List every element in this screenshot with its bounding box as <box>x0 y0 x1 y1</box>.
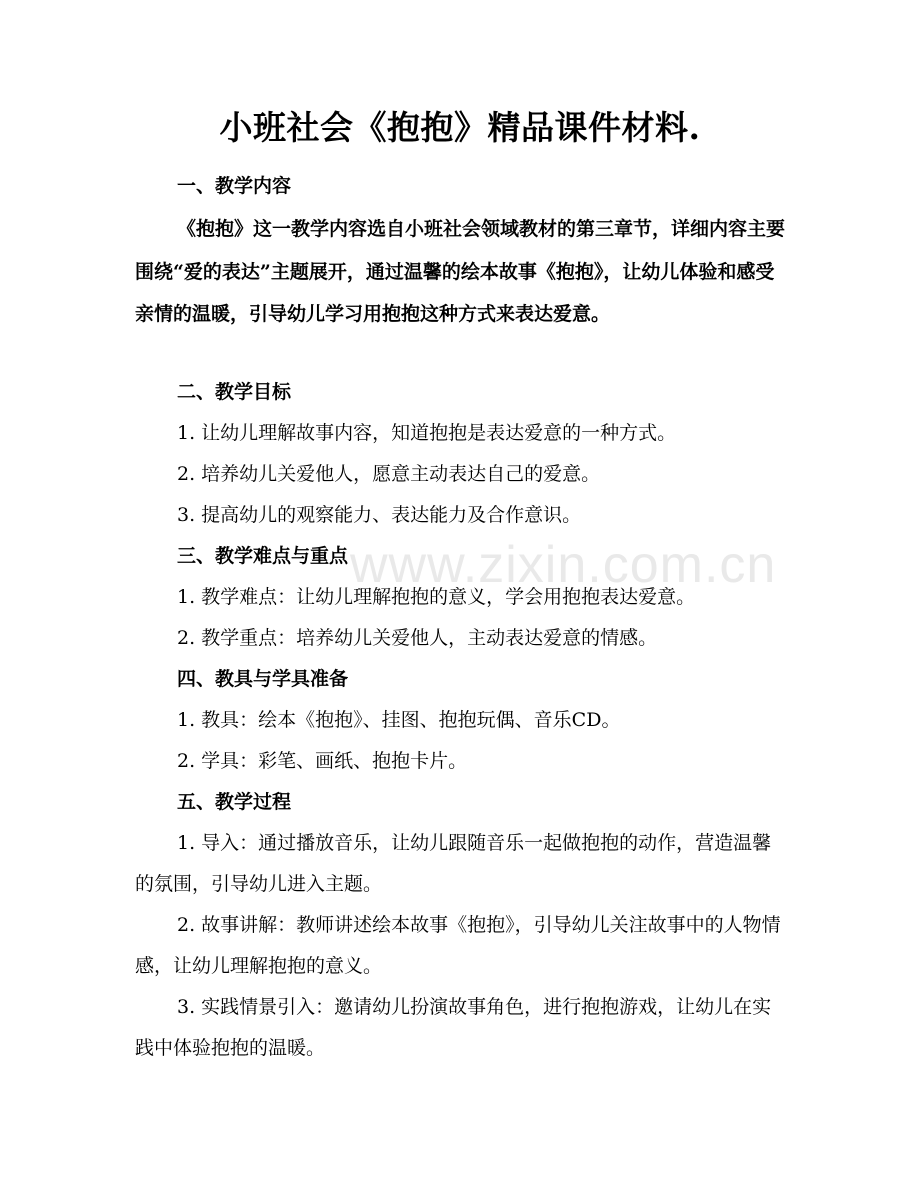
key-point-item: 2. 教学重点：培养幼儿关爱他人，主动表达爱意的情感。 <box>177 627 658 649</box>
material-item: 2. 学具：彩笔、画纸、抱抱卡片。 <box>177 750 468 772</box>
material-item: 1. 教具：绘本《抱抱》、挂图、抱抱玩偶、音乐CD。 <box>177 709 621 731</box>
key-point-item: 1. 教学难点：让幼儿理解抱抱的意义，学会用抱抱表达爱意。 <box>177 586 696 608</box>
objective-item: 1. 让幼儿理解故事内容，知道抱抱是表达爱意的一种方式。 <box>177 422 677 444</box>
process-step: 1. 导入：通过播放音乐，让幼儿跟随音乐一起做抱抱的动作，营造温馨的氛围，引导幼儿进入主题。 <box>135 832 772 895</box>
process-step: 3. 实践情景引入：邀请幼儿扮演故事角色，进行抱抱游戏，让幼儿在实践中体验抱抱的温暖。 <box>135 996 772 1059</box>
content-paragraph: 《抱抱》这一教学内容选自小班社会领域教材的第三章节，详细内容主要围绕“爱的表达”主题展开，通过温馨的绘本故事《抱抱》，让幼儿体验和感受亲情的温暖，引导幼儿学习用抱抱这种方式来表达爱意。 <box>135 218 786 325</box>
section-heading-materials: 四、教具与学具准备 <box>177 668 349 690</box>
process-step: 2. 故事讲解：教师讲述绘本故事《抱抱》，引导幼儿关注故事中的人物情感，让幼儿理解抱抱的意义。 <box>135 914 781 977</box>
objective-item: 3. 提高幼儿的观察能力、表达能力及合作意识。 <box>177 504 582 526</box>
objective-item: 2. 培养幼儿关爱他人，愿意主动表达自己的爱意。 <box>177 463 601 485</box>
watermark: www.zixin.com.cn <box>350 536 777 594</box>
section-heading-process: 五、教学过程 <box>177 791 292 813</box>
document-title: 小班社会《抱抱》精品课件材料. <box>219 108 701 147</box>
section-heading-objectives: 二、教学目标 <box>177 381 292 403</box>
section-heading-content: 一、教学内容 <box>177 175 292 197</box>
section-heading-key-points: 三、教学难点与重点 <box>177 545 349 567</box>
